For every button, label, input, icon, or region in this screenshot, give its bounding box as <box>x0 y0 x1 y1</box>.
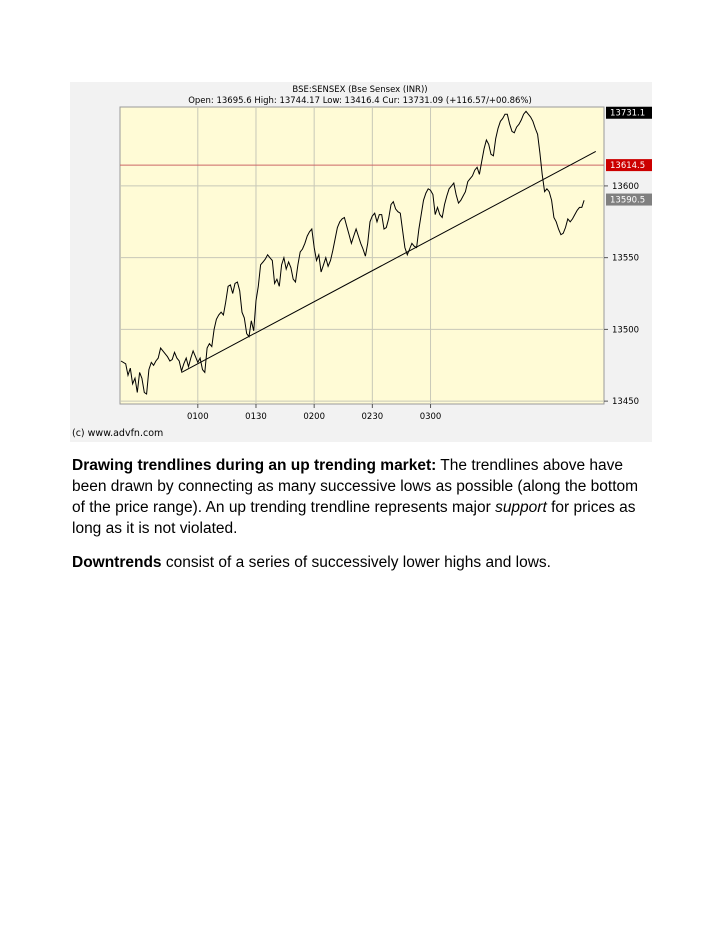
downtrend-heading: Downtrends <box>72 554 162 571</box>
article-text <box>72 455 652 586</box>
price-tag-label: 13614.5 <box>610 161 646 172</box>
plot-area <box>120 107 604 404</box>
source-credit: (c) www.advfn.com <box>72 428 164 439</box>
x-tick-label: 0230 <box>361 412 384 422</box>
x-tick-label: 0100 <box>186 412 209 422</box>
support-emphasis: support <box>495 499 547 516</box>
uptrend-text-part-1: The trendlines above have been drawn by connecting as many successive lows as possible (along the bottom of the price range). An up trending trendline represents major <box>72 457 639 516</box>
y-tick-label: 13600 <box>612 181 640 192</box>
price-tag-label: 13590.5 <box>610 195 646 206</box>
x-tick-label: 0130 <box>245 412 267 422</box>
chart-figure <box>70 82 652 442</box>
x-tick-label: 0300 <box>419 412 442 422</box>
chart-subtitle: Open: 13695.6 High: 13744.17 Low: 13416.4 Cur: 13731.09 (+116.57/+00.86%) <box>188 96 532 106</box>
uptrend-heading: Drawing trendlines during an up trending market: <box>72 457 437 474</box>
sensex-chart <box>70 82 652 442</box>
uptrend-text-part-2: for prices as long as it is not violated. <box>72 499 636 537</box>
paragraph-uptrend <box>72 455 652 539</box>
downtrend-text: consist of a series of successively lower highs and lows. <box>161 554 551 571</box>
y-tick-label: 13550 <box>612 253 640 264</box>
chart-title: BSE:SENSEX (Bse Sensex (INR)) <box>292 85 428 95</box>
y-tick-label: 13500 <box>612 325 640 336</box>
paragraph-downtrend <box>72 552 652 573</box>
x-tick-label: 0200 <box>303 412 325 422</box>
y-tick-label: 13450 <box>612 397 640 408</box>
price-tag-label: 13731.1 <box>610 108 646 119</box>
